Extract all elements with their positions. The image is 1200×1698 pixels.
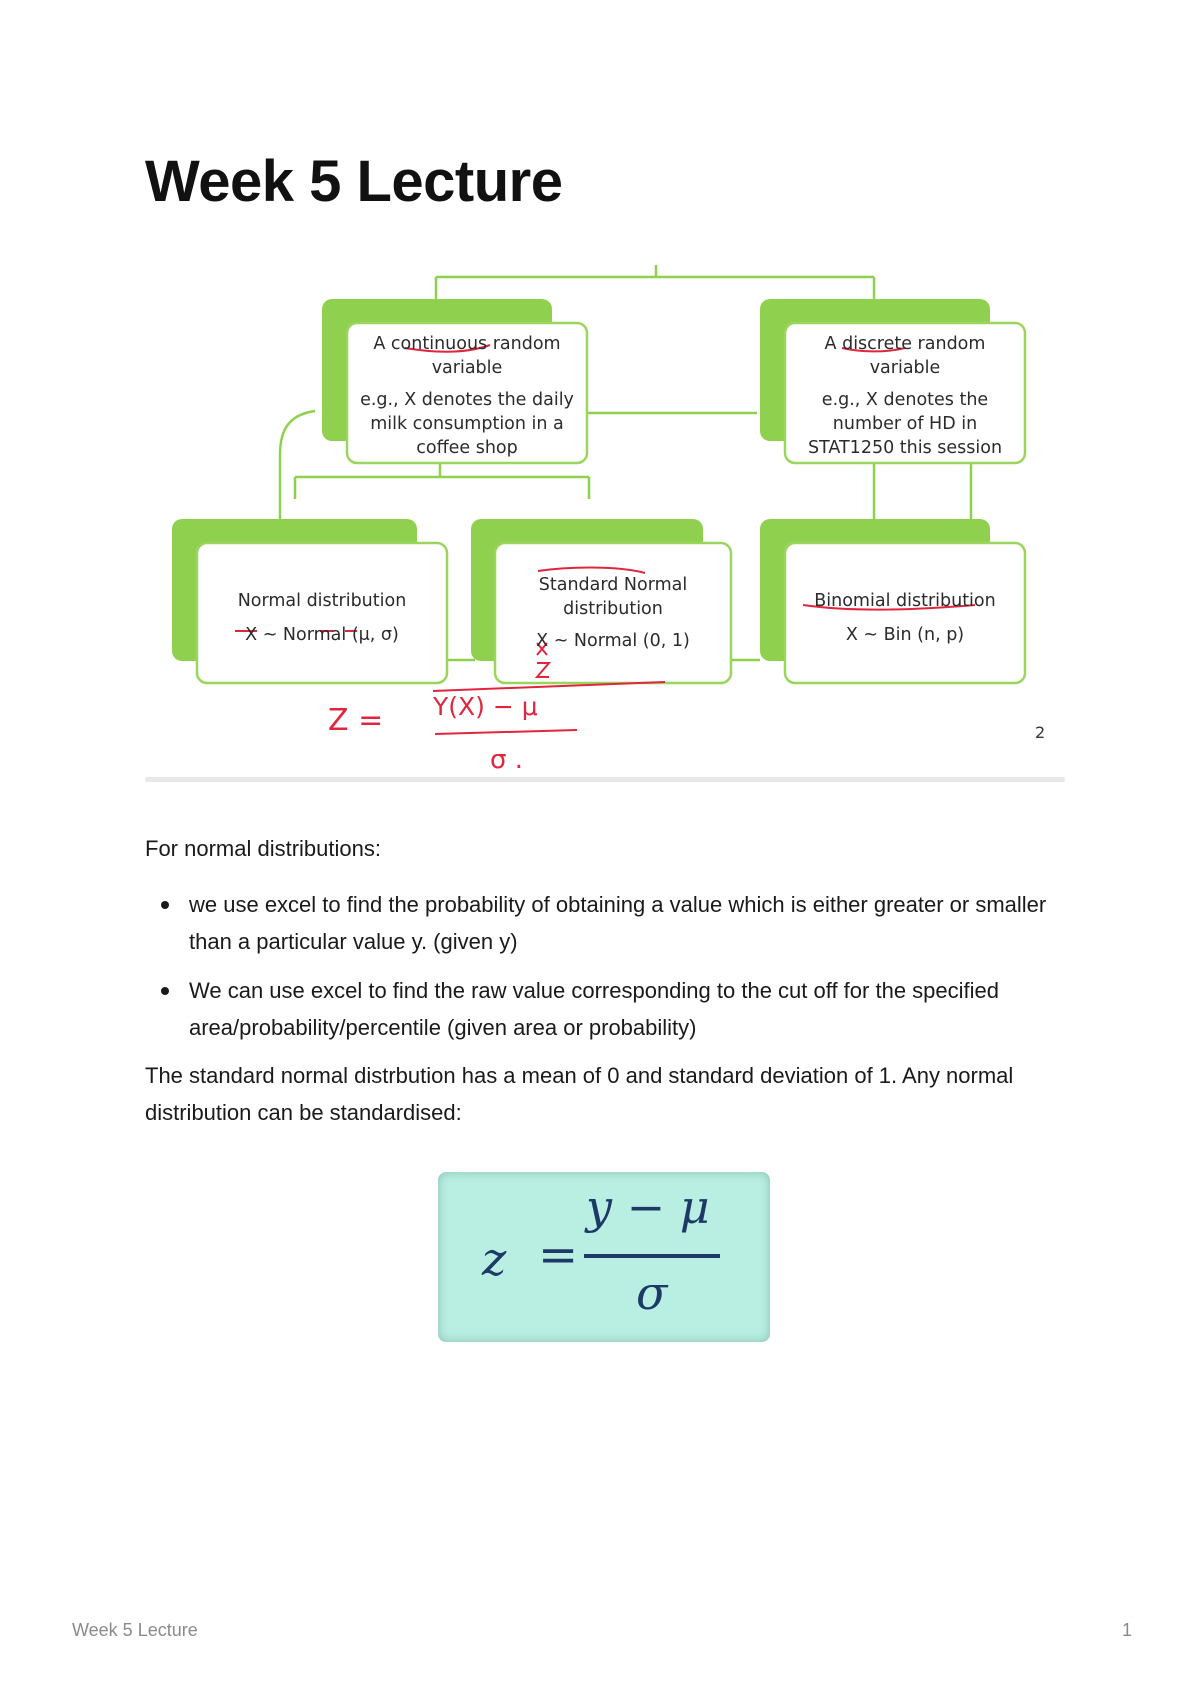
page-title: Week 5 Lecture (145, 149, 563, 214)
footer-title: Week 5 Lecture (72, 1620, 198, 1640)
box-continuous-title-1: A continuous random (373, 334, 561, 354)
box-normal-notation: X ~ Normal (μ, σ) (245, 625, 399, 645)
box-standard-title-2: distribution (563, 599, 663, 619)
box-discrete-example-3: STAT1250 this session (807, 438, 1003, 458)
intro-text: For normal distributions: (145, 836, 381, 861)
handwritten-z: Z = (328, 703, 384, 738)
box-continuous-example-1: e.g., X denotes the daily (360, 390, 574, 410)
formula-lhs: z (482, 1232, 507, 1286)
box-discrete-title-1: A discrete random (824, 334, 986, 354)
slide-diagram (145, 255, 1065, 785)
bullet-icon (161, 987, 169, 995)
box-normal-title: Normal distribution (237, 591, 407, 611)
bullet-icon (161, 901, 169, 909)
box-binomial-distribution (785, 584, 1025, 652)
handwritten-numerator: Y(X) − μ (433, 692, 538, 721)
box-discrete-title-2: variable (869, 358, 941, 378)
slide-divider (145, 777, 1065, 782)
formula-equals: = (538, 1227, 579, 1283)
bullet-text: We can use excel to find the raw value corresponding to the cut off for the specified area/probability/percentile (given area or probability) (189, 978, 999, 1040)
box-standard-notation: X ~ Normal (0, 1) (536, 631, 690, 651)
formula-denominator: σ (636, 1266, 668, 1320)
list-item (145, 972, 1065, 1046)
box-discrete-example-1: e.g., X denotes the (821, 390, 989, 410)
box-standard-normal (495, 573, 731, 653)
bullet-text: we use excel to find the probability of obtaining a value which is either greater or smaller than a particular value y. (given y) (189, 892, 1047, 954)
box-binomial-notation: X ~ Bin (n, p) (845, 625, 965, 645)
z-score-formula (438, 1172, 770, 1342)
box-discrete-example-2: number of HD in (832, 414, 978, 434)
box-continuous-example-2: milk consumption in a (370, 414, 564, 434)
fraction-bar (584, 1254, 720, 1258)
box-continuous-example-3: coffee shop (416, 438, 518, 458)
box-standard-title-1: Standard Normal (538, 575, 688, 595)
footer-page-number: 1 (1122, 1620, 1133, 1640)
box-binomial-title: Binomial distribution (814, 591, 996, 611)
slide-number: 2 (1035, 723, 1046, 742)
handwritten-denominator: σ . (490, 745, 524, 775)
box-discrete-rv (785, 332, 1025, 460)
box-continuous-title-2: variable (431, 358, 503, 378)
list-item (145, 886, 1065, 960)
box-normal-distribution (197, 584, 447, 652)
formula-numerator: y − μ (586, 1180, 710, 1234)
box-continuous-rv (347, 332, 587, 460)
standard-normal-text: The standard normal distrbution has a mean of 0 and standard deviation of 1. Any normal distribution can be standardised: (145, 1063, 1014, 1125)
bullet-list (145, 886, 1065, 1058)
